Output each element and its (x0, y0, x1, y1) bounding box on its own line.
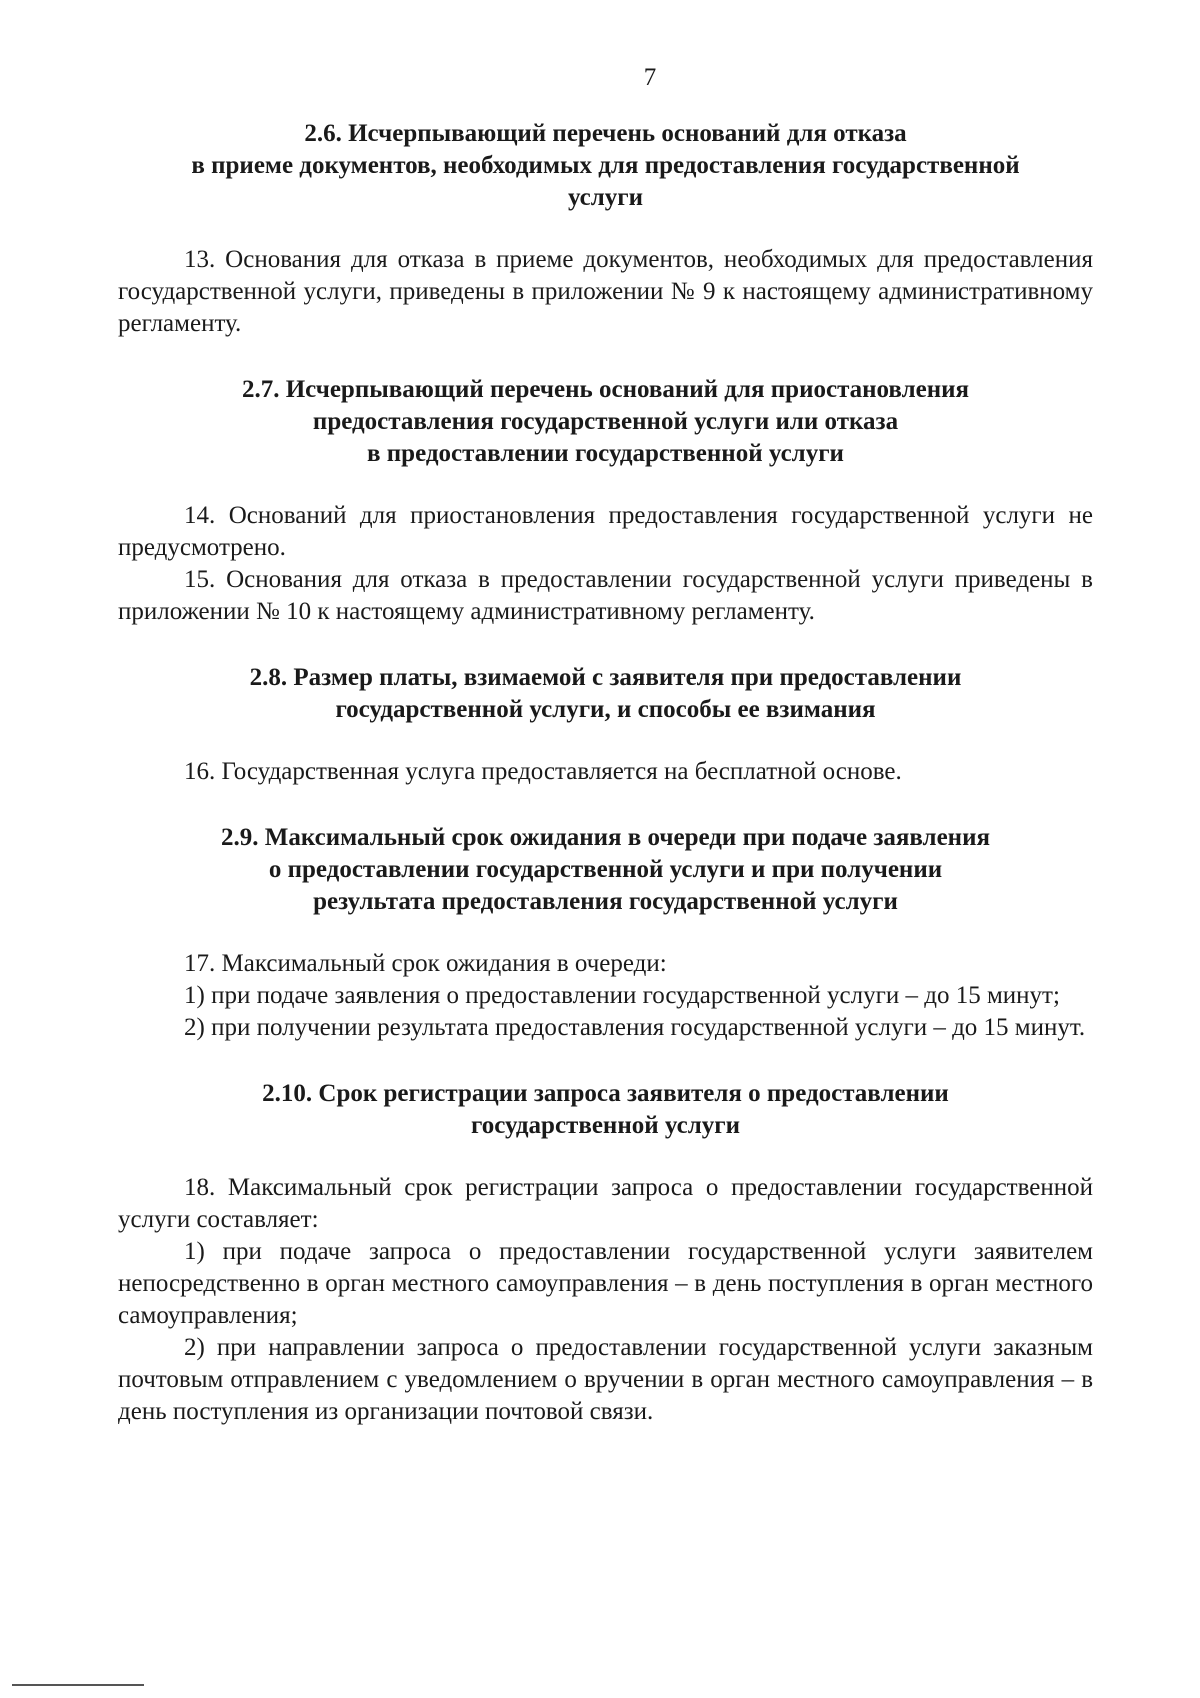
heading-line: 2.8. Размер платы, взимаемой с заявителя при предоставлении (249, 664, 962, 691)
heading-line: 2.6. Исчерпывающий перечень оснований для отказа (304, 120, 907, 147)
section-heading (118, 374, 1093, 470)
footer-rule (12, 1684, 144, 1686)
section-2-10 (118, 1078, 1093, 1428)
document-body (118, 118, 1093, 1428)
heading-line: услуги (567, 184, 644, 211)
heading-line: 2.7. Исчерпывающий перечень оснований для приостановления (241, 376, 970, 403)
page-number: 7 (643, 64, 657, 91)
heading-line: 2.9. Максимальный срок ожидания в очереди при подаче заявления (220, 824, 991, 851)
heading-line: государственной услуги (470, 1112, 741, 1139)
section-heading (118, 1078, 1093, 1142)
heading-line: о предоставлении государственной услуги и при получении (268, 856, 943, 883)
section-heading (118, 118, 1093, 214)
heading-line: предоставления государственной услуги или отказа (312, 408, 899, 435)
heading-line: в приеме документов, необходимых для предоставления государственной (191, 152, 1020, 179)
paragraph-18-item-1: 1) при подаче запроса о предоставлении государственной услуги заявителем непосредственно в орган местного самоуправления – в день поступления в орган местного самоуправления; (118, 1238, 1093, 1329)
section-heading (118, 822, 1093, 918)
heading-line: государственной услуги, и способы ее взимания (335, 696, 876, 723)
heading-line: результата предоставления государственной услуги (313, 888, 898, 915)
section-heading (118, 662, 1093, 726)
section-2-7 (118, 374, 1093, 628)
paragraph-16: 16. Государственная услуга предоставляется на бесплатной основе. (184, 758, 902, 785)
paragraph-14: 14. Оснований для приостановления предоставления государственной услуги не предусмотрено. (118, 502, 1093, 561)
paragraph-13: 13. Основания для отказа в приеме документов, необходимых для предоставления государственной услуги, приведены в приложении № 9 к настоящему административному регламенту. (118, 246, 1093, 337)
section-2-8 (118, 662, 1093, 788)
paragraph-18-item-2: 2) при направлении запроса о предоставлении государственной услуги заказным почтовым отправлением с уведомлением о вручении в орган местного самоуправления – в день поступления из организации почтовой связи. (118, 1334, 1093, 1425)
heading-line: 2.10. Срок регистрации запроса заявителя о предоставлении (262, 1080, 949, 1107)
paragraph-17-item-2: 2) при получении результата предоставления государственной услуги – до 15 минут. (184, 1014, 1086, 1041)
heading-line: в предоставлении государственной услуги (367, 440, 844, 467)
paragraph-17-item-1: 1) при подаче заявления о предоставлении государственной услуги – до 15 минут; (184, 982, 1060, 1009)
paragraph-18: 18. Максимальный срок регистрации запроса о предоставлении государственной услуги составляет: (118, 1174, 1093, 1233)
paragraph-17: 17. Максимальный срок ожидания в очереди: (184, 950, 667, 977)
section-2-9 (118, 822, 1093, 1044)
section-2-6 (118, 118, 1093, 340)
paragraph-15: 15. Основания для отказа в предоставлении государственной услуги приведены в приложении № 10 к настоящему административному регламенту. (118, 566, 1093, 625)
